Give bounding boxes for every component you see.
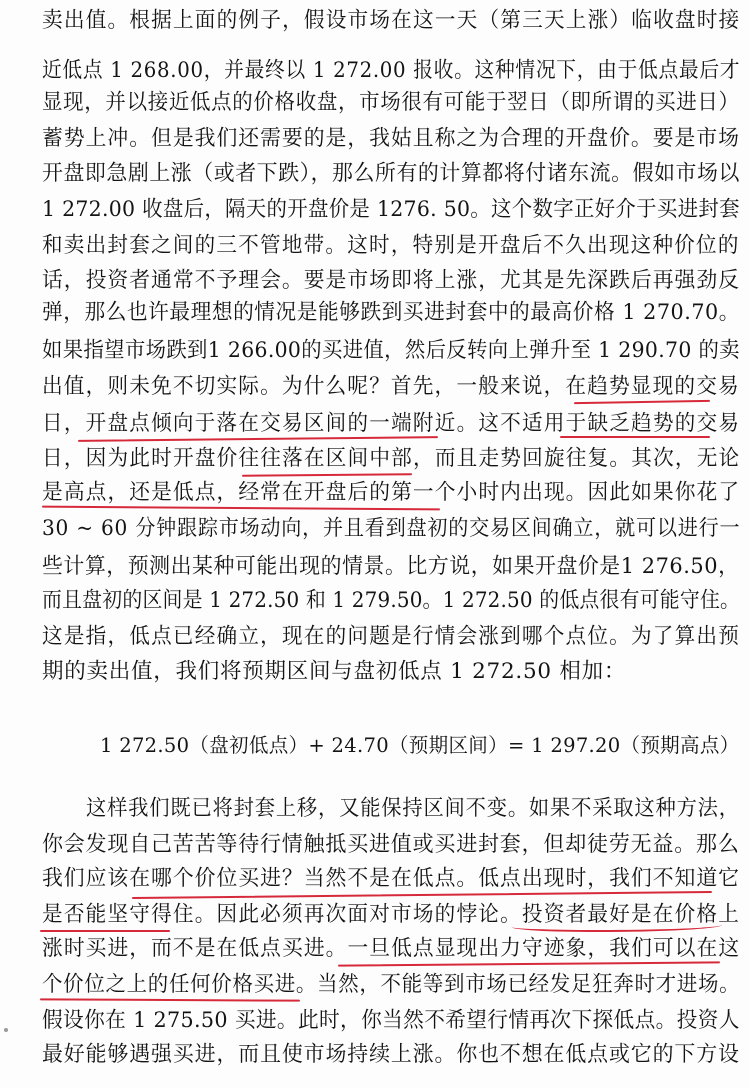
text-line: 假设你在 1 275.50 买进。此时，你当然不希望行情再次下探低点。投资人 [42,1008,740,1033]
text-line: 如果指望市场跌到1 266.00的买进值，然后反转向上弹升至 1 290.70 的卖 [42,338,740,363]
text-line: 期的卖出值，我们将预期区间与盘初低点 1 272.50 相加： [42,659,627,684]
text-line: 日，因为此时开盘价往往落在区间中部，而且走势回旋往复。其次，无论 [42,446,741,471]
underline-mark [560,436,710,438]
text-line: 你会发现自己苦苦等待行情触抵买进值或买进封套，但却徒劳无益。那么 [42,832,740,857]
text-line: 是高点，还是低点，经常在开盘后的第一个小时内出现。因此如果你花了 [42,480,741,505]
underline-mark [512,920,722,932]
underline-mark [242,473,412,476]
text-line: 我们应该在哪个价位买进？当然不是在低点。低点出现时，我们不知道它 [42,866,740,891]
text-line: 近低点 1 268.00，并最终以 1 272.00 报收。这种情况下，由于低点最后才 [42,58,741,83]
text-line: 是否能坚守得住。因此必须再次面对市场的悖论。投资者最好是在价格上 [42,902,741,927]
text-line: 出值，则未免不切实际。为什么呢？首先，一般来说，在趋势显现的交易 [42,374,740,399]
formula: 1 272.50（盘初低点）+ 24.70（预期区间）= 1 297.20（预期高点） [100,733,740,757]
text-line: 而且盘初的区间是 1 272.50 和 1 279.50。1 272.50 的低点很有可能守住。 [42,588,741,613]
underline-mark [40,998,300,1001]
text-line: 日，开盘点倾向于落在交易区间的一端附近。这不适用于缺乏趋势的交易 [42,411,741,436]
text-line: 话，投资者通常不予理会。要是市场即将上涨，尤其是先深跌后再强劲反 [42,268,740,293]
text-line: 显现，并以接近低点的价格收盘，市场很有可能于翌日（即所谓的买进日） [42,90,740,115]
text-line: 涨时买进，而不是在低点买进。一旦低点显现出力守迹象，我们可以在这 [42,936,741,961]
text-line: 个价位之上的任何价格买进。当然，不能等到市场已经发足狂奔时才进场。 [42,972,741,997]
text-line: 卖出值。根据上面的例子，假设市场在这一天（第三天上涨）临收盘时接 [42,8,741,33]
text-line: 30 ~ 60 分钟跟踪市场动向，并且看到盘初的交易区间确立，就可以进行一 [42,516,741,541]
text-line: 开盘即急剧上涨（或者下跌），那么所有的计算都将付诸东流。假如市场以 [42,161,740,186]
underline-mark [40,930,170,932]
text-line: 这是指，低点已经确立，现在的问题是行情会涨到哪个点位。为了算出预 [42,624,741,649]
text-line: 1 272.00 收盘后，隔天的开盘价是 1276. 50。这个数字正好介于买进封套 [42,197,740,222]
margin-speck [4,1028,8,1032]
text-line: 蓄势上冲。但是我们还需要的是，我姑且称之为合理的开盘价。要是市场 [42,126,740,151]
text-line: 这样我们既已将封套上移，又能保持区间不变。如果不采取这种方法， [86,796,740,821]
text-line: 和卖出封套之间的三不管地带。这时，特别是开盘后不久出现这种价位的 [42,233,740,258]
text-line: 最好能够遇强买进，而且使市场持续上涨。你也不想在低点或它的下方设 [42,1042,740,1067]
text-line: 弹，那么也许最理想的情况是能够跌到买进封套中的最高价格 1 270.70。 [42,300,740,325]
text-line: 些计算，预测出某种可能出现的情景。比方说，如果开盘价是1 276.50， [42,554,740,579]
